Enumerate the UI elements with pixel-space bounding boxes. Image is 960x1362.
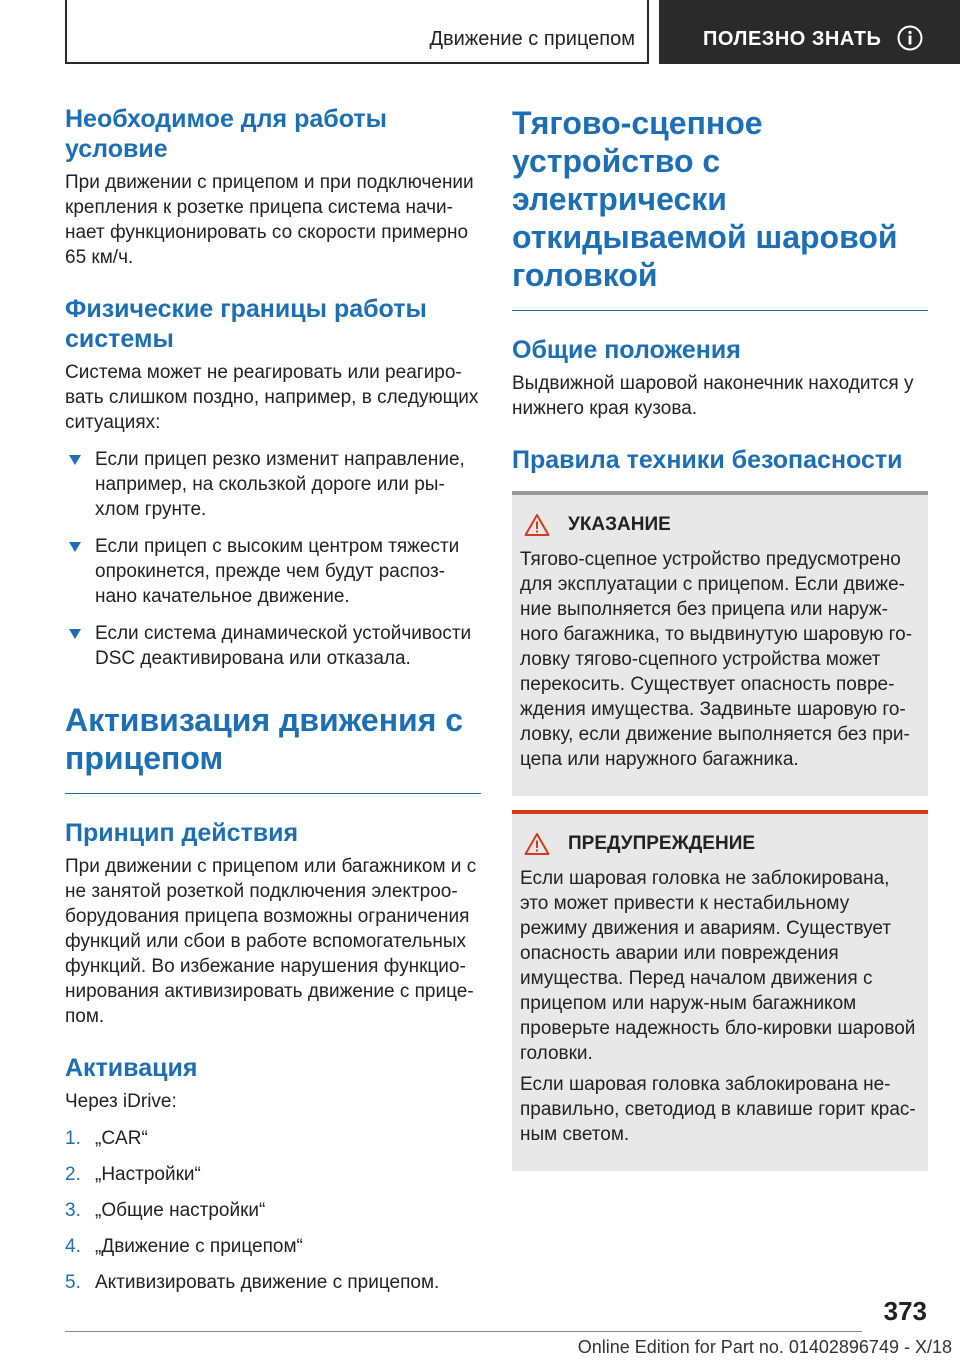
step-item bbox=[65, 1126, 481, 1151]
heading-activation: Активация bbox=[65, 1054, 198, 1082]
warning-title: ПРЕДУПРЕЖДЕНИЕ bbox=[568, 833, 756, 854]
step-number: 2. bbox=[65, 1164, 81, 1185]
step-text: „Общие настройки“ bbox=[95, 1200, 266, 1221]
footer-divider bbox=[65, 1331, 862, 1332]
header-chapter-tab bbox=[659, 0, 960, 64]
left-column bbox=[65, 104, 481, 1306]
warning-triangle-icon bbox=[524, 832, 550, 856]
section-divider bbox=[65, 793, 481, 794]
section-divider bbox=[512, 310, 928, 311]
notice-title: УКАЗАНИЕ bbox=[568, 514, 671, 535]
info-icon bbox=[897, 25, 923, 51]
paragraph-via: Через iDrive: bbox=[65, 1091, 177, 1112]
right-column bbox=[512, 104, 928, 1171]
triangle-bullet-icon bbox=[69, 629, 81, 639]
warning-text-led: Если шаровая головка заблокирована не-правильно, светодиод в клавише горит крас-ным светом. bbox=[520, 1074, 916, 1145]
heading-conditions: Необходимое для работы условие bbox=[65, 105, 387, 163]
warning-header bbox=[520, 832, 920, 856]
caution-triangle-icon bbox=[524, 513, 550, 537]
header-section-box bbox=[65, 0, 649, 64]
header-chapter-title: ПОЛЕЗНО ЗНАТЬ bbox=[703, 28, 882, 50]
warning-box bbox=[512, 810, 928, 1171]
limits-list bbox=[65, 447, 481, 671]
list-item bbox=[65, 447, 481, 522]
warning-text: Если шаровая головка не заблокирована, это может привести к нестабильному режиму движения и авариям. Существует опасность аварии или повреждения имущества. Перед началом движения с прицепом или наруж-ным багажником проверьте надежность бло-кировки шаровой головки. bbox=[520, 868, 916, 1064]
step-item bbox=[65, 1270, 481, 1295]
paragraph-limits: Система может не реагировать или реагиро-вать слишком поздно, например, в следующих ситуациях: bbox=[65, 362, 479, 433]
step-item bbox=[65, 1198, 481, 1223]
step-text: „Настройки“ bbox=[95, 1164, 201, 1185]
list-item bbox=[65, 621, 481, 671]
step-item bbox=[65, 1162, 481, 1187]
triangle-bullet-icon bbox=[69, 455, 81, 465]
step-item bbox=[65, 1234, 481, 1259]
heading-principle: Принцип действия bbox=[65, 819, 299, 847]
step-number: 3. bbox=[65, 1200, 81, 1221]
heading-towbar: Тягово-сцепное устройство с электрически откидываемой шаровой головкой bbox=[512, 105, 898, 293]
paragraph-conditions: При движении с прицепом и при подключении крепления к розетке прицепа система начи-нает функционировать со скорости примерно 65 км/ч. bbox=[65, 172, 474, 268]
paragraph-principle: При движении с прицепом или багажником и с не занятой розеткой подключения электроо-борудования прицепа возможны ограничения функций или сбои в работе вспомогательных функций. Во избежание нарушения функцио-нирования активизировать движение с прице-пом. bbox=[65, 856, 477, 1027]
heading-activation-main: Активизация движения с прицепом bbox=[65, 702, 464, 776]
notice-box bbox=[512, 491, 928, 796]
activation-steps bbox=[65, 1126, 481, 1295]
list-item-text: Если прицеп с высоким центром тяжести опрокинется, прежде чем будут распоз-нано качательное движение. bbox=[95, 536, 460, 607]
list-item-text: Если прицеп резко изменит направление, например, на скользкой дороге или ры-хлом грунте. bbox=[95, 449, 465, 520]
header-section-title: Движение с прицепом bbox=[429, 28, 635, 50]
step-text: Активизировать движение с прицепом. bbox=[95, 1272, 440, 1293]
page-number: 373 bbox=[883, 1296, 927, 1326]
step-number: 4. bbox=[65, 1236, 81, 1257]
notice-text: Тягово-сцепное устройство предусмотрено для эксплуатации с прицепом. Если движе-ние выполняется без прицепа или наруж-ного багажника, то выдвинутую шаровую го-ловку тягово-сцепного устройства может перекосить. Существует опасность повре-ждения имущества. Задвиньте шаровую го-ловку, если движение выполняется без при-цепа или наружного багажника. bbox=[520, 549, 913, 770]
heading-limits: Физические границы работы системы bbox=[65, 295, 427, 353]
step-number: 1. bbox=[65, 1128, 81, 1149]
footer-edition: Online Edition for Part no. 01402896749 - X/18 bbox=[577, 1337, 952, 1357]
notice-header bbox=[520, 513, 920, 537]
step-number: 5. bbox=[65, 1272, 81, 1293]
heading-safety: Правила техники безопасности bbox=[512, 446, 903, 474]
list-item-text: Если система динамической устойчивости DSC деактивирована или отказала. bbox=[95, 623, 472, 669]
step-text: „CAR“ bbox=[95, 1128, 148, 1149]
paragraph-general: Выдвижной шаровой наконечник находится у нижнего края кузова. bbox=[512, 373, 914, 419]
step-text: „Движение с прицепом“ bbox=[95, 1236, 303, 1257]
triangle-bullet-icon bbox=[69, 542, 81, 552]
heading-general: Общие положения bbox=[512, 336, 741, 364]
list-item bbox=[65, 534, 481, 609]
